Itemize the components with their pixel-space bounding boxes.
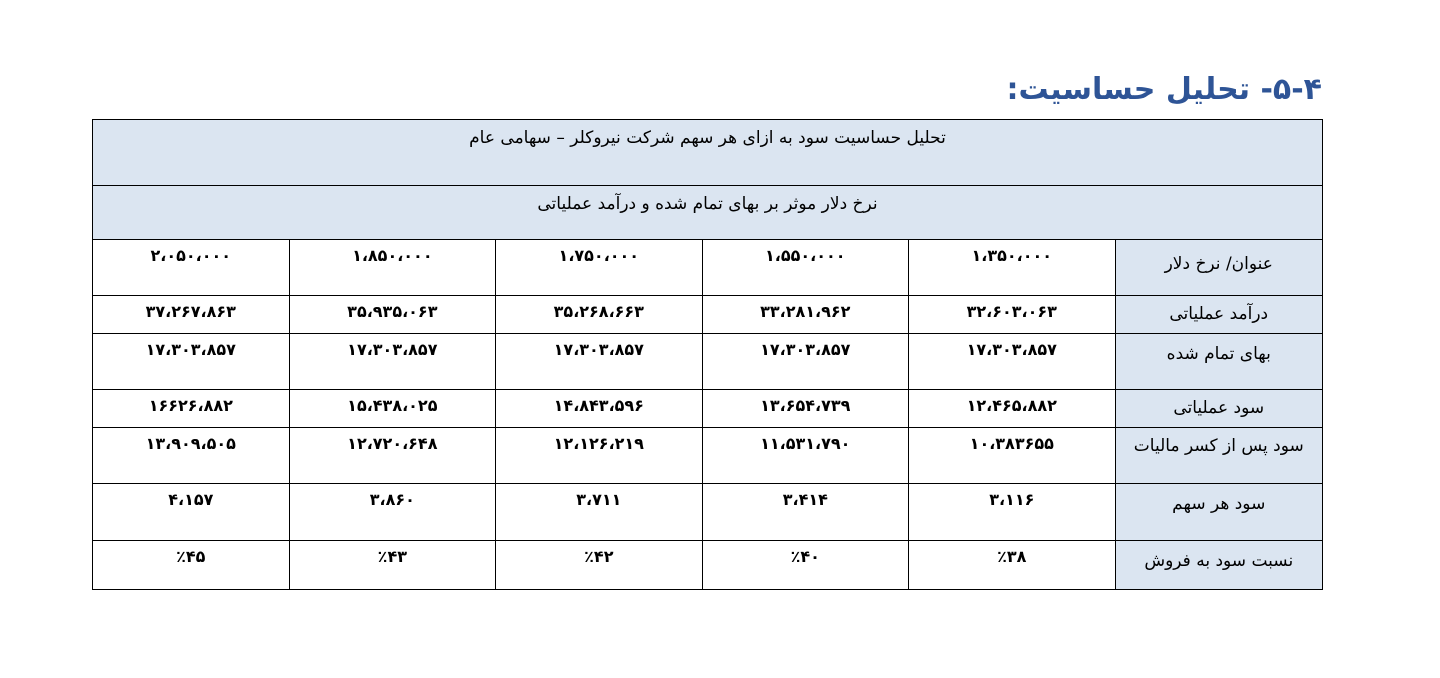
- table-cell: ۳۵،۲۶۸،۶۶۳: [496, 296, 702, 334]
- table-cell: ۳،۷۱۱: [496, 484, 702, 541]
- table-cell: ۱۰،۳۸۳۶۵۵: [909, 428, 1115, 484]
- row-label-operating-profit: سود عملیاتی: [1115, 390, 1322, 428]
- table-cell: ۳۳،۲۸۱،۹۶۲: [702, 296, 908, 334]
- table-cell: ٪۴۲: [496, 541, 702, 590]
- table-subtitle: نرخ دلار موثر بر بهای تمام شده و درآمد عملیاتی: [93, 186, 1323, 240]
- table-subtitle-row: [93, 186, 1323, 240]
- row-label-dollar-rate: عنوان/ نرخ دلار: [1115, 240, 1322, 296]
- table-cell: ۱۶۶۲۶،۸۸۲: [93, 390, 290, 428]
- table-title: تحلیل حساسیت سود به ازای هر سهم شرکت نیروکلر – سهامی عام: [93, 120, 1323, 186]
- table-cell: ۱۱،۵۳۱،۷۹۰: [702, 428, 908, 484]
- row-label-eps: سود هر سهم: [1115, 484, 1322, 541]
- table-cell: ۱۲،۷۲۰،۶۴۸: [289, 428, 495, 484]
- table-cell: ۱۳،۹۰۹،۵۰۵: [93, 428, 290, 484]
- table-cell: ۳۷،۲۶۷،۸۶۳: [93, 296, 290, 334]
- table-cell: ۱،۷۵۰،۰۰۰: [496, 240, 702, 296]
- table-cell: ۱۳،۶۵۴،۷۳۹: [702, 390, 908, 428]
- table-cell: ۳،۸۶۰: [289, 484, 495, 541]
- sensitivity-table: [92, 119, 1323, 590]
- table-row: [93, 240, 1323, 296]
- table-cell: ٪۴۰: [702, 541, 908, 590]
- table-title-row: [93, 120, 1323, 186]
- row-label-operating-revenue: درآمد عملیاتی: [1115, 296, 1322, 334]
- row-label-net-profit: سود پس از کسر مالیات: [1115, 428, 1322, 484]
- table-cell: ۳۵،۹۳۵،۰۶۳: [289, 296, 495, 334]
- table-row: [93, 390, 1323, 428]
- table-row: [93, 541, 1323, 590]
- table-cell: ٪۴۵: [93, 541, 290, 590]
- table-cell: ۱۷،۳۰۳،۸۵۷: [496, 334, 702, 390]
- table-cell: ٪۳۸: [909, 541, 1115, 590]
- table-row: [93, 296, 1323, 334]
- table-cell: ۱۵،۴۳۸،۰۲۵: [289, 390, 495, 428]
- table-cell: ۳،۱۱۶: [909, 484, 1115, 541]
- table-cell: ۱۲،۱۲۶،۲۱۹: [496, 428, 702, 484]
- table-cell: ۱۷،۳۰۳،۸۵۷: [909, 334, 1115, 390]
- table-cell: ۲،۰۵۰،۰۰۰: [93, 240, 290, 296]
- table-cell: ۱۷،۳۰۳،۸۵۷: [289, 334, 495, 390]
- table-cell: ۱۷،۳۰۳،۸۵۷: [93, 334, 290, 390]
- table-cell: ۳۲،۶۰۳،۰۶۳: [909, 296, 1115, 334]
- table-cell: ٪۴۳: [289, 541, 495, 590]
- table-cell: ۱،۵۵۰،۰۰۰: [702, 240, 908, 296]
- table-row: [93, 334, 1323, 390]
- table-cell: ۱۷،۳۰۳،۸۵۷: [702, 334, 908, 390]
- section-heading: ۵-۴- تحلیل حساسیت:: [1006, 72, 1322, 107]
- table-cell: ۴،۱۵۷: [93, 484, 290, 541]
- table-cell: ۳،۴۱۴: [702, 484, 908, 541]
- table-row: [93, 428, 1323, 484]
- row-label-profit-to-sales: نسبت سود به فروش: [1115, 541, 1322, 590]
- table-cell: ۱،۳۵۰،۰۰۰: [909, 240, 1115, 296]
- row-label-cost-of-sales: بهای تمام شده: [1115, 334, 1322, 390]
- table-cell: ۱،۸۵۰،۰۰۰: [289, 240, 495, 296]
- table-cell: ۱۲،۴۶۵،۸۸۲: [909, 390, 1115, 428]
- table-cell: ۱۴،۸۴۳،۵۹۶: [496, 390, 702, 428]
- table-row: [93, 484, 1323, 541]
